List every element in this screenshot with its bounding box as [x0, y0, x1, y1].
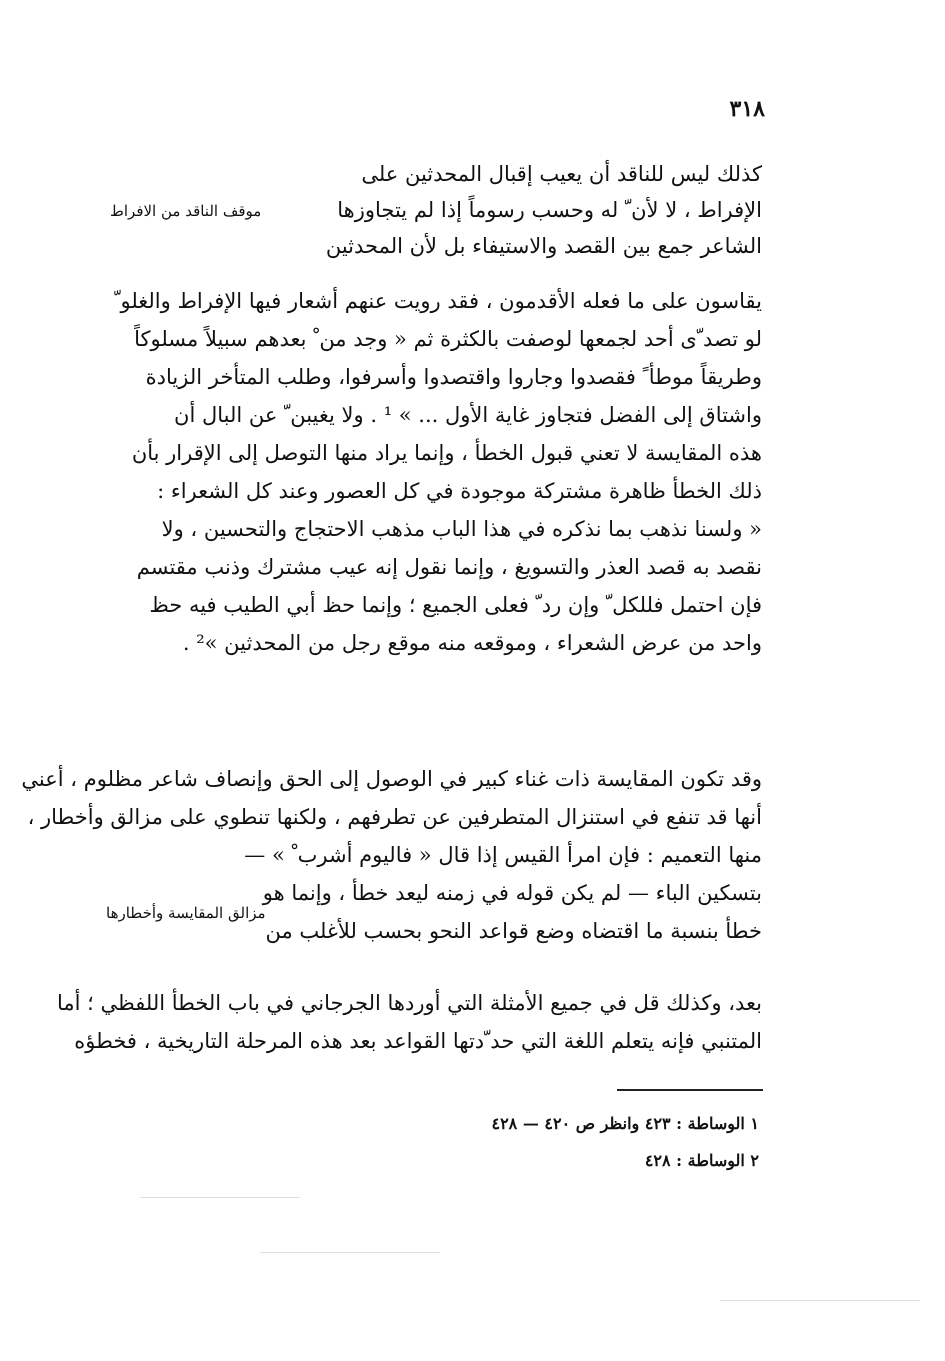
paragraph-line: لو تصد ّى أحد لجمعها لوصفت بالكثرة ثم « وجد من ْ بعدهم سبيلاً مسلوكاً [134, 327, 762, 351]
paragraph-line: منها التعميم : فإن امرأ القيس إذا قال « فاليوم أشرب ْ » — [244, 843, 762, 867]
scan-artifact [260, 1252, 440, 1253]
paragraph-line: كذلك ليس للناقد أن يعيب إقبال المحدثين على [361, 162, 762, 186]
paragraph-1-body [94, 282, 762, 662]
paragraph-line: الشاعر جمع بين القصد والاستيفاء بل لأن المحدثين [325, 234, 762, 258]
footnote-2: ٢ الوساطة : ٤٢٨ [644, 1151, 759, 1170]
paragraph-line: وطريقاً موطأ ً فقصدوا وجاروا واقتصدوا وأسرفوا، وطلب المتأخر الزيادة [145, 365, 762, 389]
paragraph-line: الإفراط ، لا لأن ّ له وحسب رسوماً إذا لم يتجاوزها [337, 198, 762, 222]
paragraph-line: المتنبي فإنه يتعلم اللغة التي حد ّدتها القواعد بعد هذه المرحلة التاريخية ، فخطؤه [74, 1029, 762, 1053]
paragraph-2-tail [57, 984, 762, 1060]
paragraph-line: نقصد به قصد العذر والتسويغ ، وإنما نقول إنه عيب مشترك وذنب مقتسم [136, 555, 762, 579]
scan-artifact [720, 1300, 920, 1301]
paragraph-2-head [21, 760, 762, 874]
paragraph-line: واحد من عرض الشعراء ، وموقعه منه موقع رجل من المحدثين »² . [182, 631, 762, 655]
paragraph-line: فإن احتمل فللكل ّ وإن رد ّ فعلى الجميع ؛ وإنما حظ أبي الطيب فيه حظ [149, 593, 762, 617]
page-number: ٣١٨ [729, 96, 765, 122]
paragraph-line: خطأ بنسبة ما اقتضاه وضع قواعد النحو بحسب للأغلب من [265, 919, 762, 943]
paragraph-line: واشتاق إلى الفضل فتجاوز غاية الأول ... » ¹ . ولا يغيبن ّ عن البال أن [174, 403, 762, 427]
paragraph-line: بعد، وكذلك قل في جميع الأمثلة التي أوردها الجرجاني في باب الخطأ اللفظي ؛ أما [57, 991, 762, 1015]
paragraph-line: وقد تكون المقايسة ذات غناء كبير في الوصول إلى الحق وإنصاف شاعر مظلوم ، أعني [21, 767, 762, 791]
paragraph-line: هذه المقايسة لا تعني قبول الخطأ ، وإنما يراد منها التوصل إلى الإقرار بأن [131, 441, 762, 465]
paragraph-line: أنها قد تنفع في استنزال المتطرفين عن تطرفهم ، ولكنها تنطوي على مزالق وأخطار ، [27, 805, 762, 829]
paragraph-2-middle [182, 874, 762, 950]
paragraph-1-head [182, 156, 762, 264]
paragraph-line: « ولسنا نذهب بما نذكره في هذا الباب مذهب الاحتجاج والتحسين ، ولا [161, 517, 762, 541]
paragraph-line: بتسكين الباء — لم يكن قوله في زمنه ليعد خطأ ، وإنما هو [262, 881, 762, 905]
side-note-1-text: موقف الناقد من الافراط [110, 202, 262, 220]
side-note-2-text: مزالق المقايسة وأخطارها [106, 904, 266, 922]
footnote-1: ١ الوساطة : ٤٢٣ وانظر ص ٤٢٠ — ٤٢٨ [491, 1114, 759, 1133]
paragraph-line: يقاسون على ما فعله الأقدمون ، فقد رويت عنهم أشعار فيها الإفراط والغلو ّ [114, 289, 762, 313]
scan-artifact [140, 1197, 300, 1198]
footnote-separator [617, 1089, 763, 1091]
paragraph-line: ذلك الخطأ ظاهرة مشتركة موجودة في كل العصور وعند كل الشعراء : [157, 479, 762, 503]
